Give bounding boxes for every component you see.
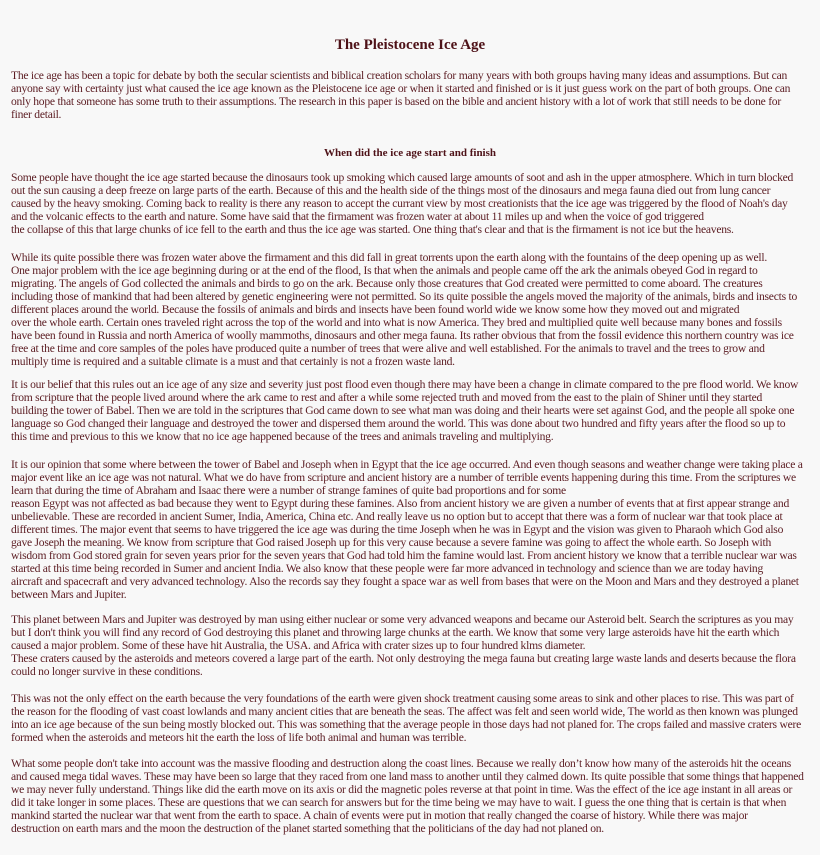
text-line: gave Joseph the meaning. We know from scripture that God raised Joseph up for this very cause because a severe famine was going to affect the whole earth. So Joseph with: [11, 536, 771, 549]
paragraph-joseph: [11, 458, 816, 601]
text-line: It is our opinion that some where between the tower of Babel and Joseph when in Egypt that the ice age occurred. And even though seasons and weather change were taking place a: [11, 458, 803, 471]
text-line: finer detail.: [11, 108, 62, 121]
text-line: have been found in Russia and north America of woolly mammoths, dinosaurs and other mega fauna. Its rather obvious that from the fossil evidence this northern country was ice: [11, 329, 794, 342]
page-title: The Pleistocene Ice Age: [334, 37, 486, 53]
text-line: destruction on earth mars and the moon the destruction of the planet started something that the politicians of the day had not planed on.: [11, 822, 604, 835]
text-line: started at this time being recorded in Sumer and ancient India. We also know that these people were far more advanced in technology and science than we are today having: [11, 562, 764, 575]
text-line: unbelievable. These are recorded in ancient Sumer, India, America, China etc. And really leave us no option but to accept that there was a form of nuclear war that took place at: [11, 510, 783, 523]
text-line: free at the time and core samples of the poles have produced quite a number of trees that were alive and well established. For the animals to travel and the trees to grow and: [11, 342, 765, 355]
text-line: This planet between Mars and Jupiter was destroyed by man using either nuclear or some very advanced weapons and became our Asteroid belt. Search the scriptures as you may: [11, 613, 794, 626]
paragraph-asteroid-belt: [11, 613, 816, 678]
text-line: multiply time is required and a suitable climate is a must and that certainly is not a frozen waste land.: [11, 355, 455, 368]
text-line: One major problem with the ice age beginning during or at the end of the flood, Is that when the animals and people came off the ark the animals obeyed God in regard to: [11, 264, 758, 277]
text-line: learn that during the time of Abraham and Isaac there were a number of strange famines of quite bad proportions and for some: [11, 484, 566, 497]
text-line: between Mars and Jupiter.: [11, 588, 127, 601]
text-line: These craters caused by the asteroids and meteors covered a large part of the earth. Not only destroying the mega fauna but creating large waste lands and deserts because the flora: [11, 652, 796, 665]
paragraph-shock-treatment: [11, 692, 816, 744]
text-line: aircraft and spacecraft and very advanced technology. Also the records say they fought a space war as well from bases that were on the Moon and Mars and they destroyed a planet: [11, 575, 799, 588]
paragraph-dinosaurs: [11, 171, 816, 236]
text-line: including those of mankind that had been altered by genetic engineering were not permitted. So its quite possible the angels moved the majority of the animals, birds and insects to: [11, 290, 798, 303]
text-line: Some people have thought the ice age started because the dinosaurs took up smoking which caused large amounts of soot and ash in the upper atmosphere. Which in turn blocked: [11, 171, 794, 184]
text-line: and caused mega tidal waves. These may have been so large that they raced from one land mass to another until they calmed down. Its quite possible that some things that happened: [11, 770, 804, 783]
text-line: could no longer survive in these conditions.: [11, 665, 203, 678]
text-line: the collapse of this that large chunks of ice fell to the earth and thus the ice age was started. One thing that's clear and that is the firmament is not ice but the heavens.: [11, 223, 734, 236]
text-line: The ice age has been a topic for debate by both the secular scientists and biblical creation scholars for many years with both groups having many ideas and assumptions. But can: [11, 69, 788, 82]
paragraph-intro: [11, 69, 816, 121]
text-line: this time and previous to this we know that no ice age happened because of the trees and animals traveling and multiplying.: [11, 430, 554, 443]
text-line: and the volcanic effects to the earth and nature. Some have said that the firmament was frozen water at about 11 miles up and when the voice of god triggered: [11, 210, 704, 223]
text-line: did it take longer in some places. These are questions that we can search for answers but for the time being we may have to wait. I guess the one thing that is certain is that when: [11, 796, 787, 809]
section-heading: When did the ice age start and finish: [323, 147, 497, 159]
text-line: building the tower of Babel. Then we are told in the scriptures that God came down to see what man was doing and their hearts were set against God, and the people all spoke one: [11, 404, 795, 417]
text-line: major event like an ice age was not natural. What we do have from scripture and ancient history are a number of terrible events happening during this time. From the scriptures we: [11, 471, 796, 484]
text-line: out the sun causing a deep freeze on large parts of the earth. Because of this and the health side of the things most of the dinosaurs and mega fauna died out from lung cancer: [11, 184, 771, 197]
text-line: language so God changed their language and destroyed the tower and dispersed them around the world. This was done about two hundred and fifty years after the flood so up to: [11, 417, 786, 430]
text-line: only hope that someone has some truth to their assumptions. The research in this paper is based on the bible and ancient history with a lot of work that still needs to be done for: [11, 95, 781, 108]
text-line: caused a major problem. Some of these have hit Australia, the USA. and Africa with crater sizes up to four hundred klms diameter.: [11, 639, 586, 652]
text-line: from scripture that the people lived around where the ark came to rest and after a while some rejected truth and moved from the east to the plain of Shiner until they started: [11, 391, 763, 404]
paragraph-babel: [11, 378, 816, 443]
text-line: over the whole earth. Certain ones traveled right across the top of the world and into what is now America. They bred and multiplied quite well because many bones and fossils: [11, 316, 782, 329]
text-line: wisdom from God stored grain for seven years prior for the seven years that God had told him the famine would last. From ancient history we know that a terrible nuclear war was: [11, 549, 797, 562]
text-line: we may never fully understand. Things like did the earth move on its axis or did the magnetic poles reverse at that point in time. Was the effect of the ice age instant in all areas or: [11, 783, 793, 796]
text-line: What some people don't take into account was the massive flooding and destruction along the coast lines. Because we really don’t know how many of the asteroids hit the oceans: [11, 757, 792, 770]
text-line: This was not the only effect on the earth because the very foundations of the earth were given shock treatment causing some areas to sink and other places to rise. This was part of: [11, 692, 794, 705]
text-line: different places around the world. Because the fossils of animals and birds and insects have been found world wide we know some how they moved out and migrated: [11, 303, 740, 316]
text-line: the reason for the flooding of vast coast lowlands and many ancient cities that are beneath the seas. The affect was felt and seen world wide, The world as then known was plunged: [11, 705, 798, 718]
text-line: anyone say with certainty just what caused the ice age known as the Pleistocene ice age or when it started and finished or is it just guess work on the part of both groups. One can: [11, 82, 791, 95]
text-line: reason Egypt was not affected as bad because they went to Egypt during these famines. Also from ancient history we are given a number of events that at first appear strange and: [11, 497, 790, 510]
text-line: While its quite possible there was frozen water above the firmament and this did fall in great torrents upon the earth along with the fountains of the deep opening up as well.: [11, 251, 767, 264]
text-line: caused by the heavy smoking. Coming back to reality is there any reason to accept the currant view by most creationists that the ice age was triggered by the flood of Noah's day: [11, 197, 788, 210]
text-line: It is our belief that this rules out an ice age of any size and severity just post flood even though there may have been a change in climate compared to the pre flood world. We know: [11, 378, 799, 391]
paragraph-flooding: [11, 757, 816, 835]
text-line: migrating. The angels of God collected the animals and birds to go on the ark. Because only those creatures that God created were permitted to come aboard. The creatures: [11, 277, 763, 290]
text-line: mankind started the nuclear war that went from the earth to space. A chain of events were put in motion that really changed the coarse of history. While there was major: [11, 809, 748, 822]
text-line: into an ice age because of the sun being mostly blocked out. This was something that the average people in those days had not planed for. The crops failed and massive craters were: [11, 718, 801, 731]
text-line: different times. The major event that seems to have triggered the ice age was during the time Joseph when he was in Egypt and the vision was given to Pharaoh which God also: [11, 523, 784, 536]
text-line: but I don't think you will find any record of God destroying this planet and throwing large chunks at the earth. We know that some very large asteroids have hit the earth which: [11, 626, 780, 639]
paragraph-firmament: [11, 251, 816, 368]
text-line: formed when the asteroids and meteors hit the earth the loss of life both animal and human was terrible.: [11, 731, 467, 744]
